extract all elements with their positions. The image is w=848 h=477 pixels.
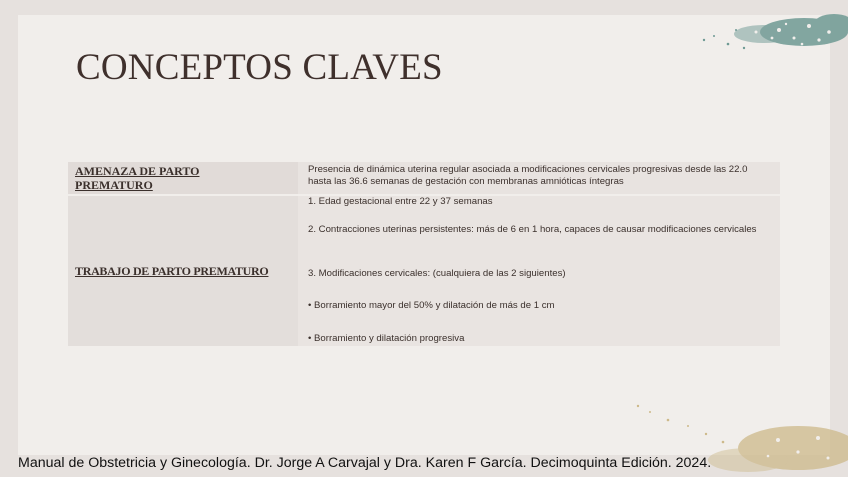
table-key-cell <box>68 162 296 194</box>
page-title: CONCEPTOS CLAVES <box>76 47 443 88</box>
criterion-2: 2. Contracciones uterinas persistentes: más de 6 en 1 hora, capaces de causar modificaciones cervicales <box>308 224 757 235</box>
criterion-3: 3. Modificaciones cervicales: (cualquiera de las 2 siguientes) <box>308 268 566 279</box>
table-row <box>68 196 780 346</box>
criterion-bullet-2: • Borramiento y dilatación progresiva <box>308 333 465 344</box>
criterion-1: 1. Edad gestacional entre 22 y 37 semanas <box>308 196 493 207</box>
definition-amenaza: Presencia de dinámica uterina regular asociada a modificaciones cervicales progresivas desde las 22.0 hasta las 36.6 semanas de gestación con membranas amnióticas íntegras <box>308 164 748 187</box>
concepts-table <box>68 162 780 346</box>
criterion-bullet-1: • Borramiento mayor del 50% y dilatación de más de 1 cm <box>308 300 555 311</box>
table-key-cell <box>68 196 296 346</box>
table-value-cell <box>298 196 780 346</box>
table-row <box>68 162 780 194</box>
citation-footer: Manual de Obstetricia y Ginecología. Dr. Jorge A Carvajal y Dra. Karen F García. Decimoquinta Edición. 2024. <box>18 455 712 471</box>
term-amenaza: AMENAZA DE PARTO PREMATURO <box>75 164 200 192</box>
term-trabajo: TRABAJO DE PARTO PREMATURO <box>75 264 269 278</box>
table-value-cell <box>298 162 780 194</box>
teal-brush-decoration <box>684 10 848 58</box>
